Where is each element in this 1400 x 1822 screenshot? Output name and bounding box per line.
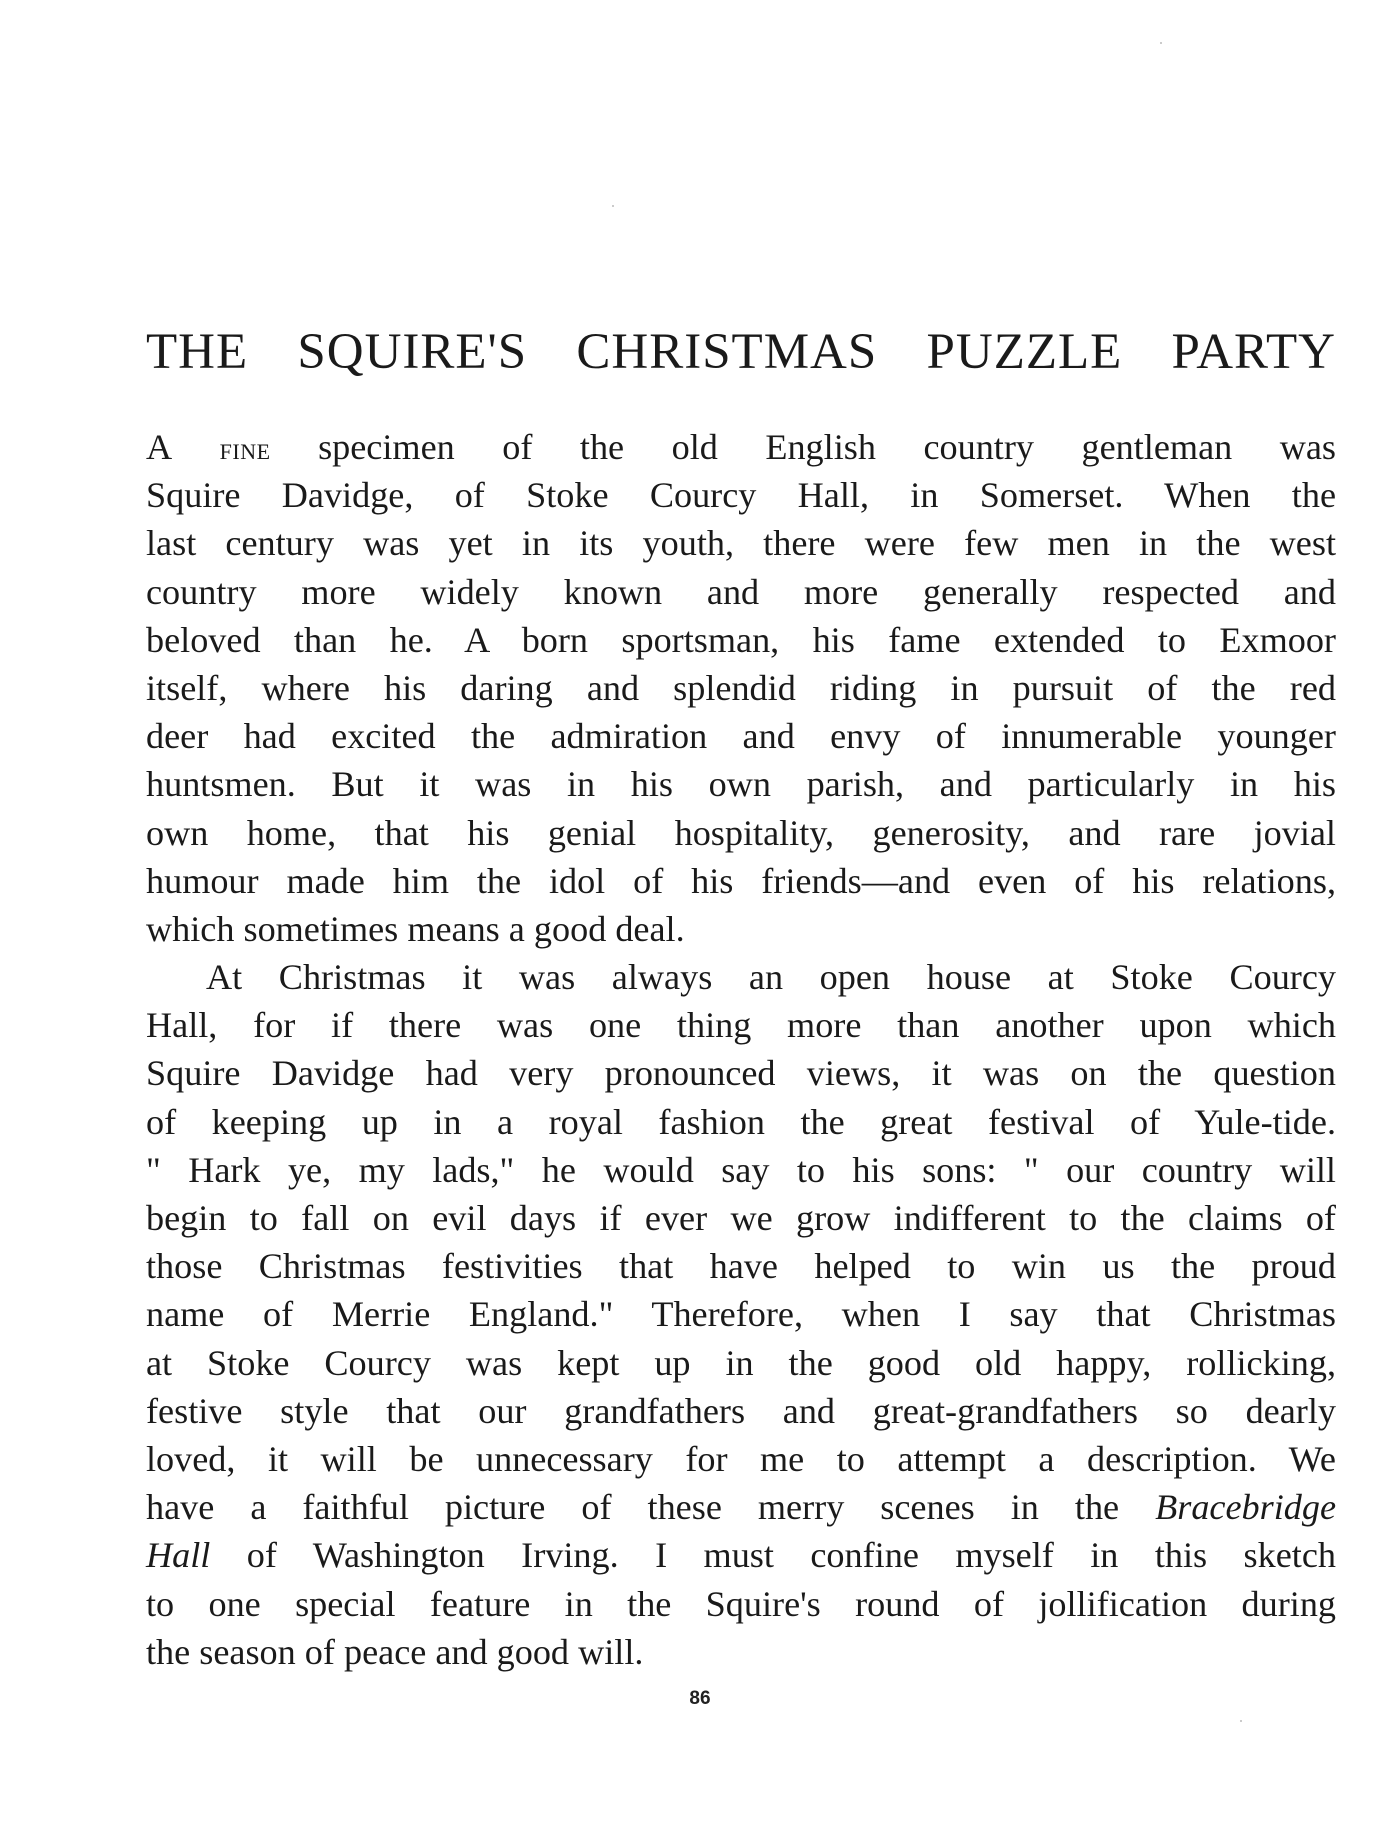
text-line: country more widely known and more generally respected and — [146, 571, 1336, 612]
opening-smallcaps: fine — [219, 432, 271, 466]
text-line: loved, it will be unnecessary for me to attempt a description. We — [146, 1438, 1336, 1479]
text-line: at Stoke Courcy was kept up in the good old happy, rollicking, — [146, 1342, 1336, 1383]
text-line: humour made him the idol of his friends—and even of his relations, — [146, 860, 1336, 901]
text-line: Hall, for if there was one thing more than another upon which — [146, 1005, 1336, 1046]
page-number: 86 — [689, 1688, 711, 1709]
text-line: those Christmas festivities that have helped to win us the proud — [146, 1246, 1336, 1287]
text-line: last century was yet in its youth, there were few men in the west — [146, 523, 1336, 564]
text-line: festive style that our grandfathers and great-grandfathers so dearly — [146, 1390, 1336, 1431]
scan-speck — [1240, 1720, 1242, 1722]
text-line-content: have a faithful picture of these merry scenes in the — [146, 1487, 1120, 1528]
scan-speck — [612, 205, 614, 207]
text-line — [146, 1531, 1336, 1579]
text-line: to one special feature in the Squire's round of jollification during — [146, 1583, 1336, 1624]
text-line: the season of peace and good will. — [146, 1631, 644, 1672]
text-line: beloved than he. A born sportsman, his fame extended to Exmoor — [146, 619, 1336, 660]
text-line: At Christmas it was always an open house at Stoke Courcy — [206, 957, 1336, 998]
chapter-body — [146, 423, 1336, 1676]
text-line: own home, that his genial hospitality, generosity, and rare jovial — [146, 812, 1336, 853]
text-line — [146, 423, 1336, 471]
text-line — [146, 1483, 1336, 1531]
text-line: itself, where his daring and splendid riding in pursuit of the red — [146, 667, 1336, 708]
text-line: huntsmen. But it was in his own parish, and particularly in his — [146, 764, 1336, 805]
text-line: which sometimes means a good deal. — [146, 908, 685, 949]
text-line: begin to fall on evil days if ever we grow indifferent to the claims of — [146, 1198, 1336, 1238]
text-line-content: specimen of the old English country gentleman was — [318, 427, 1337, 467]
text-line: Squire Davidge, of Stoke Courcy Hall, in Somerset. When the — [146, 475, 1336, 516]
opening-word: A — [146, 427, 173, 467]
text-line: name of Merrie England." Therefore, when I say that Christmas — [146, 1294, 1336, 1335]
text-line-content: of Washington Irving. I must confine myself in this sketch — [246, 1535, 1337, 1576]
book-title-italic: Bracebridge — [1155, 1487, 1337, 1528]
text-line: of keeping up in a royal fashion the great festival of Yule-tide. — [146, 1101, 1336, 1142]
paragraph-1 — [146, 423, 1336, 953]
book-title-italic: Hall — [146, 1535, 211, 1576]
text-line: Squire Davidge had very pronounced views, it was on the question — [146, 1053, 1336, 1094]
text-line: deer had excited the admiration and envy of innumerable younger — [146, 716, 1336, 757]
text-line: " Hark ye, my lads," he would say to his sons: " our country will — [146, 1149, 1336, 1190]
scan-speck — [1160, 42, 1162, 44]
paragraph-2 — [146, 953, 1336, 1676]
chapter-title: THE SQUIRE'S CHRISTMAS PUZZLE PARTY — [146, 324, 1336, 380]
